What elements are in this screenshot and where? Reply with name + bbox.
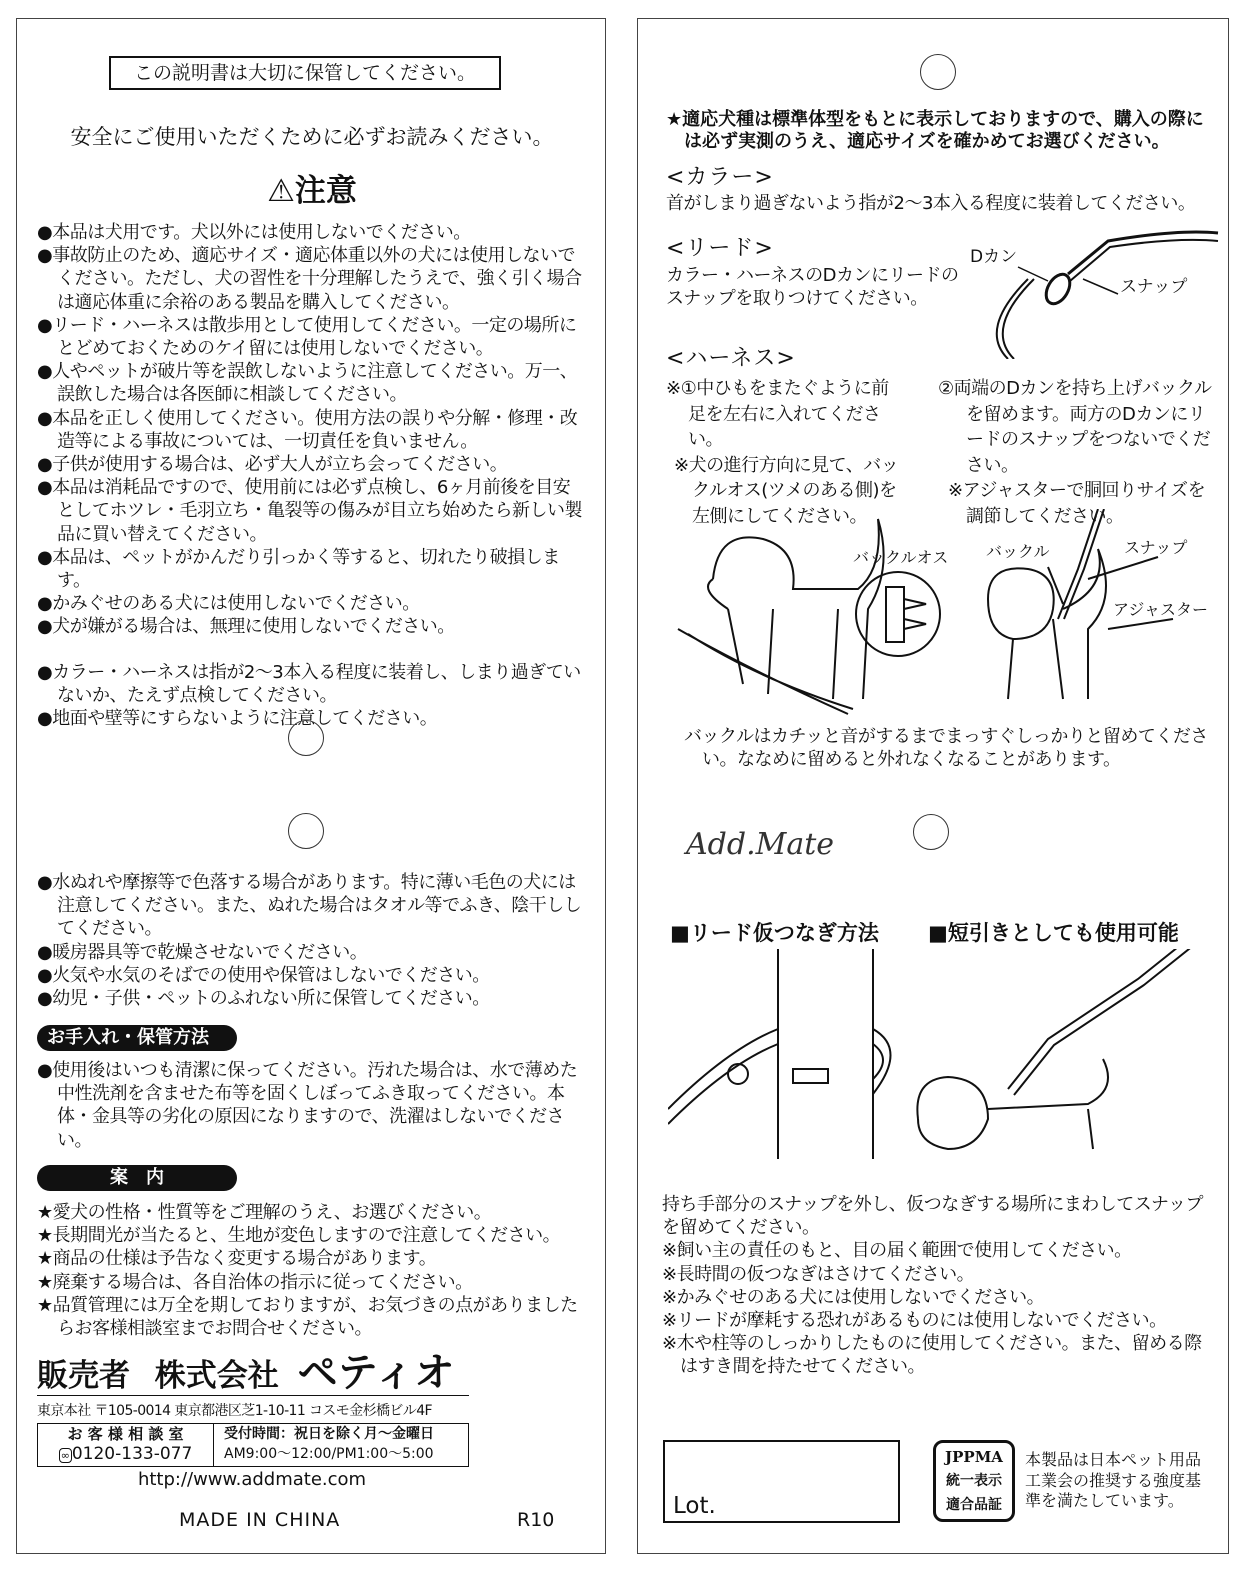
label-buckle-male: バックルオス — [853, 548, 949, 567]
list-item: ● 犬が嫌がる場合は、無理に使用しないでください。 — [37, 615, 585, 638]
divider — [37, 1395, 469, 1396]
label-snap: スナップ — [1120, 277, 1188, 297]
list-item: ● 事故防止のため、適応サイズ・適応体重以外の犬には使用しないでください。ただし、犬の習性を十分理解したうえで、強く引く場合は適応体重に余裕のある製品を購入してください。 — [37, 244, 585, 314]
punch-hole — [288, 720, 324, 756]
website-link[interactable]: http://www.addmate.com — [137, 1469, 367, 1490]
collar-text: 首がしまり過ぎないよう指が2〜3本入る程度に装着してください。 — [666, 193, 1196, 214]
tie-illustration — [668, 949, 1213, 1169]
list-item: ★ 商品の仕様は予告なく変更する場合があります。 — [37, 1247, 585, 1270]
step-1 — [666, 376, 906, 529]
list-item: ● 子供が使用する場合は、必ず大人が立ち会ってください。 — [37, 453, 585, 476]
list-item: ※ 長時間の仮つなぎはさけてください。 — [662, 1263, 1212, 1286]
list-item: ● 本品は犬用です。犬以外には使用しないでください。 — [37, 221, 585, 244]
list-item: ● 水ぬれや摩擦等で色落する場合があります。特に薄い毛色の犬には注意してください。また、ぬれた場合はタオル等でふき、陰干ししてください。 — [37, 871, 585, 941]
lot-box — [663, 1440, 900, 1523]
badge-top: JPPMA — [945, 1448, 1003, 1466]
caution-title: 注意 — [294, 173, 357, 209]
list-item: ● 地面や壁等にすらないように注意してください。 — [37, 707, 585, 730]
badge-text: 本製品は日本ペット用品工業会の推奨する強度基準を満たしています。 — [1025, 1450, 1202, 1510]
support-label: お 客 様 相 談 室 — [67, 1425, 184, 1443]
tie-instructions — [662, 1193, 1212, 1379]
care-heading: お手入れ・保管方法 — [37, 1025, 237, 1051]
lead-text: カラー・ハーネスのDカンにリードのスナップを取りつけてください。 — [666, 265, 959, 310]
freedial-icon: ∞ — [60, 1449, 70, 1462]
list-item: ● 本品は、ペットがかんだり引っかく等すると、切れたり破損します。 — [37, 546, 585, 592]
list-item: ★ 愛犬の性格・性質等をご理解のうえ、お選びください。 — [37, 1201, 585, 1224]
badge-bot: 適合品証 — [946, 1497, 1002, 1513]
caution-heading — [17, 165, 607, 210]
guide-heading: 案 内 — [37, 1165, 237, 1191]
list-item: ● 幼児・子供・ペットのふれない所に保管してください。 — [37, 987, 585, 1010]
address: 東京本社 〒105-0014 東京都港区芝1-10-11 コスモ金杉橋ビル4F — [37, 1403, 432, 1419]
list-item: ● 本品を正しく使用してください。使用方法の誤りや分解・修理・改造等による事故については、一切責任を負いません。 — [37, 407, 585, 453]
punch-hole — [913, 814, 949, 850]
label-buckle: バックル — [986, 542, 1050, 561]
punch-hole — [920, 54, 956, 90]
code: R10 — [517, 1509, 555, 1531]
seller — [37, 1341, 454, 1398]
list-item: ● 本品は消耗品ですので、使用前には必ず点検し、6ヶ月前後を目安としてホツレ・毛羽立ち・亀裂等の傷みが目立ち始めたら新しい製品に買い替えてください。 — [37, 476, 585, 546]
caution-list — [37, 221, 585, 730]
collar-title: <カラー> — [666, 165, 774, 190]
step-1-note: ※ 犬の進行方向に見て、バックルオス(ツメのある側)を左側にしてください。 — [674, 453, 906, 530]
heading-short-lead: ■短引きとしても使用可能 — [928, 921, 1179, 945]
company-prefix: 株式会社 — [154, 1358, 279, 1394]
label-snap-2: スナップ — [1124, 538, 1188, 557]
label-adjuster: アジャスター — [1113, 600, 1209, 619]
punch-hole — [288, 813, 324, 849]
step-2-text: ②両端のDカンを持ち上げバックルを留めます。両方のDカンにリードのスナップをつないでください。 — [938, 378, 1212, 476]
lead-title: <リード> — [666, 236, 774, 261]
jppma-badge — [933, 1440, 1015, 1522]
keep-notice-box: この説明書は大切に保管してください。 — [109, 56, 501, 90]
list-item: ● カラー・ハーネスは指が2〜3本入る程度に装着し、しまり過ぎていないか、たえず点検してください。 — [37, 661, 585, 707]
guide-list — [37, 1201, 585, 1340]
seller-label: 販売者 — [37, 1358, 130, 1394]
buckle-note-text: バックルはカチッと音がするまでまっすぐしっかりと留めてください。ななめに留めると外れなくなることがあります。 — [684, 726, 1208, 771]
company-name: ペティオ — [297, 1350, 455, 1396]
read-notice: 安全にご使用いただくために必ずお読みください。 — [70, 125, 554, 149]
list-item: ※ リードが摩耗する恐れがあるものには使用しないでください。 — [662, 1309, 1212, 1332]
list-item: ● 火気や水気のそばでの使用や保管はしないでください。 — [37, 964, 585, 987]
list-item: ● かみぐせのある犬には使用しないでください。 — [37, 592, 585, 615]
hours-title: 受付時間：祝日を除く月〜金曜日 — [224, 1426, 434, 1442]
label-dring: Dカン — [970, 247, 1018, 267]
list-item: ※ 飼い主の責任のもと、目の届く範囲で使用してください。 — [662, 1239, 1212, 1262]
list-item: ● 使用後はいつも清潔に保ってください。汚れた場合は、水で薄めた中性洗剤を含ませた布等を固くしぼってふき取ってください。本体・金具等の劣化の原因になりますので、洗濯はしないでください。 — [37, 1059, 585, 1152]
origin: MADE IN CHINA — [179, 1509, 341, 1531]
buckle-note — [684, 725, 1214, 771]
list-item: ★ 長期間光が当たると、生地が変色しますので注意してください。 — [37, 1224, 585, 1247]
list-item: ★ 廃棄する場合は、各自治体の指示に従ってください。 — [37, 1271, 585, 1294]
left-panel — [16, 18, 606, 1554]
step-2-note: ※ アジャスターで胴回りサイズを調節してください。 — [948, 478, 1216, 529]
size-note: ★適応犬種は標準体型をもとに表示しておりますので、購入の際には必ず実測のうえ、適応サイズを確かめてお選びください。 — [666, 109, 1204, 152]
step-2 — [938, 376, 1216, 529]
support-box — [37, 1423, 469, 1467]
brand-logo: Add.Mate — [686, 827, 835, 862]
caution-list-2 — [37, 871, 585, 1010]
right-panel — [637, 18, 1229, 1554]
lot-label: Lot. — [673, 1493, 716, 1519]
harness-title: <ハーネス> — [666, 346, 796, 371]
list-item: ※ 木や柱等のしっかりしたものに使用してください。また、留める際はすき間を持たせてください。 — [662, 1332, 1212, 1378]
tie-text: 持ち手部分のスナップを外し、仮つなぎする場所にまわしてスナップを留めてください。 — [662, 1194, 1204, 1239]
list-item: ★ 品質管理には万全を期しておりますが、お気づきの点がありましたらお客様相談室までお問合せください。 — [37, 1294, 585, 1340]
list-item: ● 暖房器具等で乾燥させないでください。 — [37, 941, 585, 964]
step-1-text: ※ ①中ひもをまたぐように前足を左右に入れてください。 — [666, 376, 906, 453]
heading-temporary-tie: ■リード仮つなぎ方法 — [670, 921, 879, 945]
care-list — [37, 1059, 585, 1152]
list-item: ● 人やペットが破片等を誤飲しないように注意してください。万一、誤飲した場合は各医師に相談してください。 — [37, 360, 585, 406]
support-phone[interactable]: 0120-133-077 — [71, 1444, 193, 1464]
list-item: ※ かみぐせのある犬には使用しないでください。 — [662, 1286, 1212, 1309]
badge-mid: 統一表示 — [946, 1473, 1002, 1489]
list-item: ● リード・ハーネスは散歩用として使用してください。一定の場所にとどめておくためのケイ留には使用しないでください。 — [37, 314, 585, 360]
hours: AM9:00〜12:00/PM1:00〜5:00 — [224, 1446, 434, 1462]
warning-icon: ⚠ — [267, 173, 295, 209]
